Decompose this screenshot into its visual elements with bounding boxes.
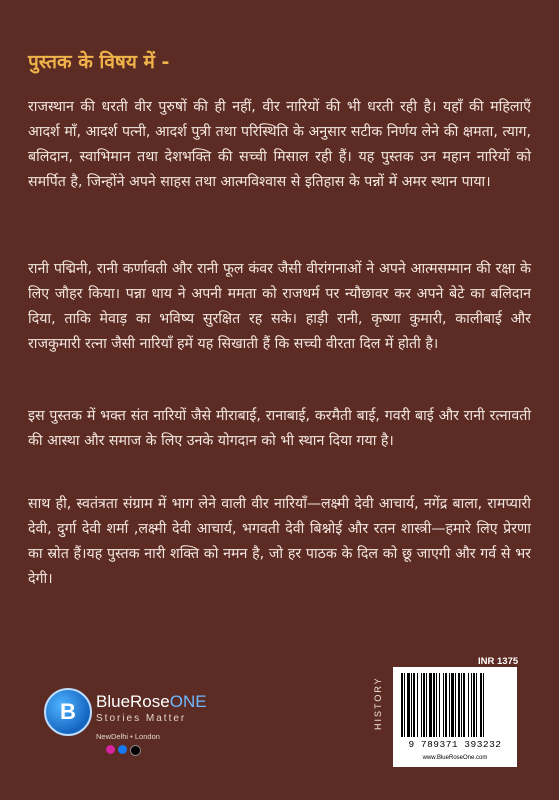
publisher-name — [96, 692, 207, 712]
x-icon — [130, 745, 141, 756]
social-icons — [106, 745, 141, 756]
facebook-icon — [118, 745, 127, 754]
paragraph-1: राजस्थान की धरती वीर पुरुषों की ही नहीं, वीर नारियों की भी धरती रही है। यहाँ की महिलाएँ आदर्श माँ, आदर्श पत्नी, आदर्श पुत्री तथा परिस्थिति के अनुसार सटीक निर्णय लेने की क्षमता, त्याग, बलिदान, स्वाभिमान तथा देशभक्ति की सच्ची मिसाल रही हैं। यह पुस्तक उन महान नारियों को समर्पित है, जिन्होंने अपने साहस तथा आत्मविश्वास से इतिहास के पन्नों में अमर स्थान पाया। — [28, 99, 531, 190]
barcode — [393, 667, 517, 767]
isbn-number: 9 789371 393232 — [408, 739, 502, 750]
paragraph-2: रानी पद्मिनी, रानी कर्णावती और रानी फूल कंवर जैसी वीरांगनाओं ने अपने आत्मसम्मान की रक्षा के लिए जौहर किया। पन्ना धाय ने अपनी ममता को राजधर्म पर न्यौछावर कर अपने बेटे का बलिदान दिया, ताकि मेवाड़ का भविष्य सुरक्षित रह सके। हाड़ी रानी, कृष्णा कुमारी, कालीबाई और राजकुमारी रत्ना जैसी नारियाँ हमें यह सिखाती हैं कि सच्ची वीरता दिल में होती है। — [28, 261, 531, 352]
category-label: HISTORY — [373, 676, 383, 730]
publisher-locations: NewDelhi • London — [96, 732, 160, 741]
publisher-logo — [44, 688, 254, 762]
barcode-bars — [401, 673, 509, 737]
price-label: INR 1375 — [478, 656, 519, 667]
paragraph-4: साथ ही, स्वतंत्रता संग्राम में भाग लेने वाली वीर नारियाँ—लक्ष्मी देवी आचार्य, नगेंद्र बाला, रामप्यारी देवी, दुर्गा देवी शर्मा ,लक्ष्मी देवी आचार्य, भगवती देवी बिश्नोई और रतन शास्त्री—हमारे लिए प्रेरणा का स्रोत हैं।यह पुस्तक नारी शक्ति को नमन है, जो हर पाठक के दिल को छू जाएगी और गर्व से भर देगी। — [28, 496, 531, 587]
paragraph-3: इस पुस्तक में भक्त संत नारियों जैसे मीराबाई, रानाबाई, करमैती बाई, गवरी बाई और रानी रत्नावती की आस्था और समाज के लिए उनके योगदान को भी स्थान दिया गया है। — [28, 408, 531, 449]
instagram-icon — [106, 745, 115, 754]
brand-main: BlueRose — [96, 692, 170, 711]
logo-b-icon: B — [44, 688, 92, 736]
publisher-tagline: Stories Matter — [96, 713, 187, 724]
brand-accent: ONE — [169, 692, 207, 711]
website-url: www.BlueRoseOne.com — [422, 755, 488, 761]
section-heading: पुस्तक के विषय में - — [28, 51, 170, 73]
